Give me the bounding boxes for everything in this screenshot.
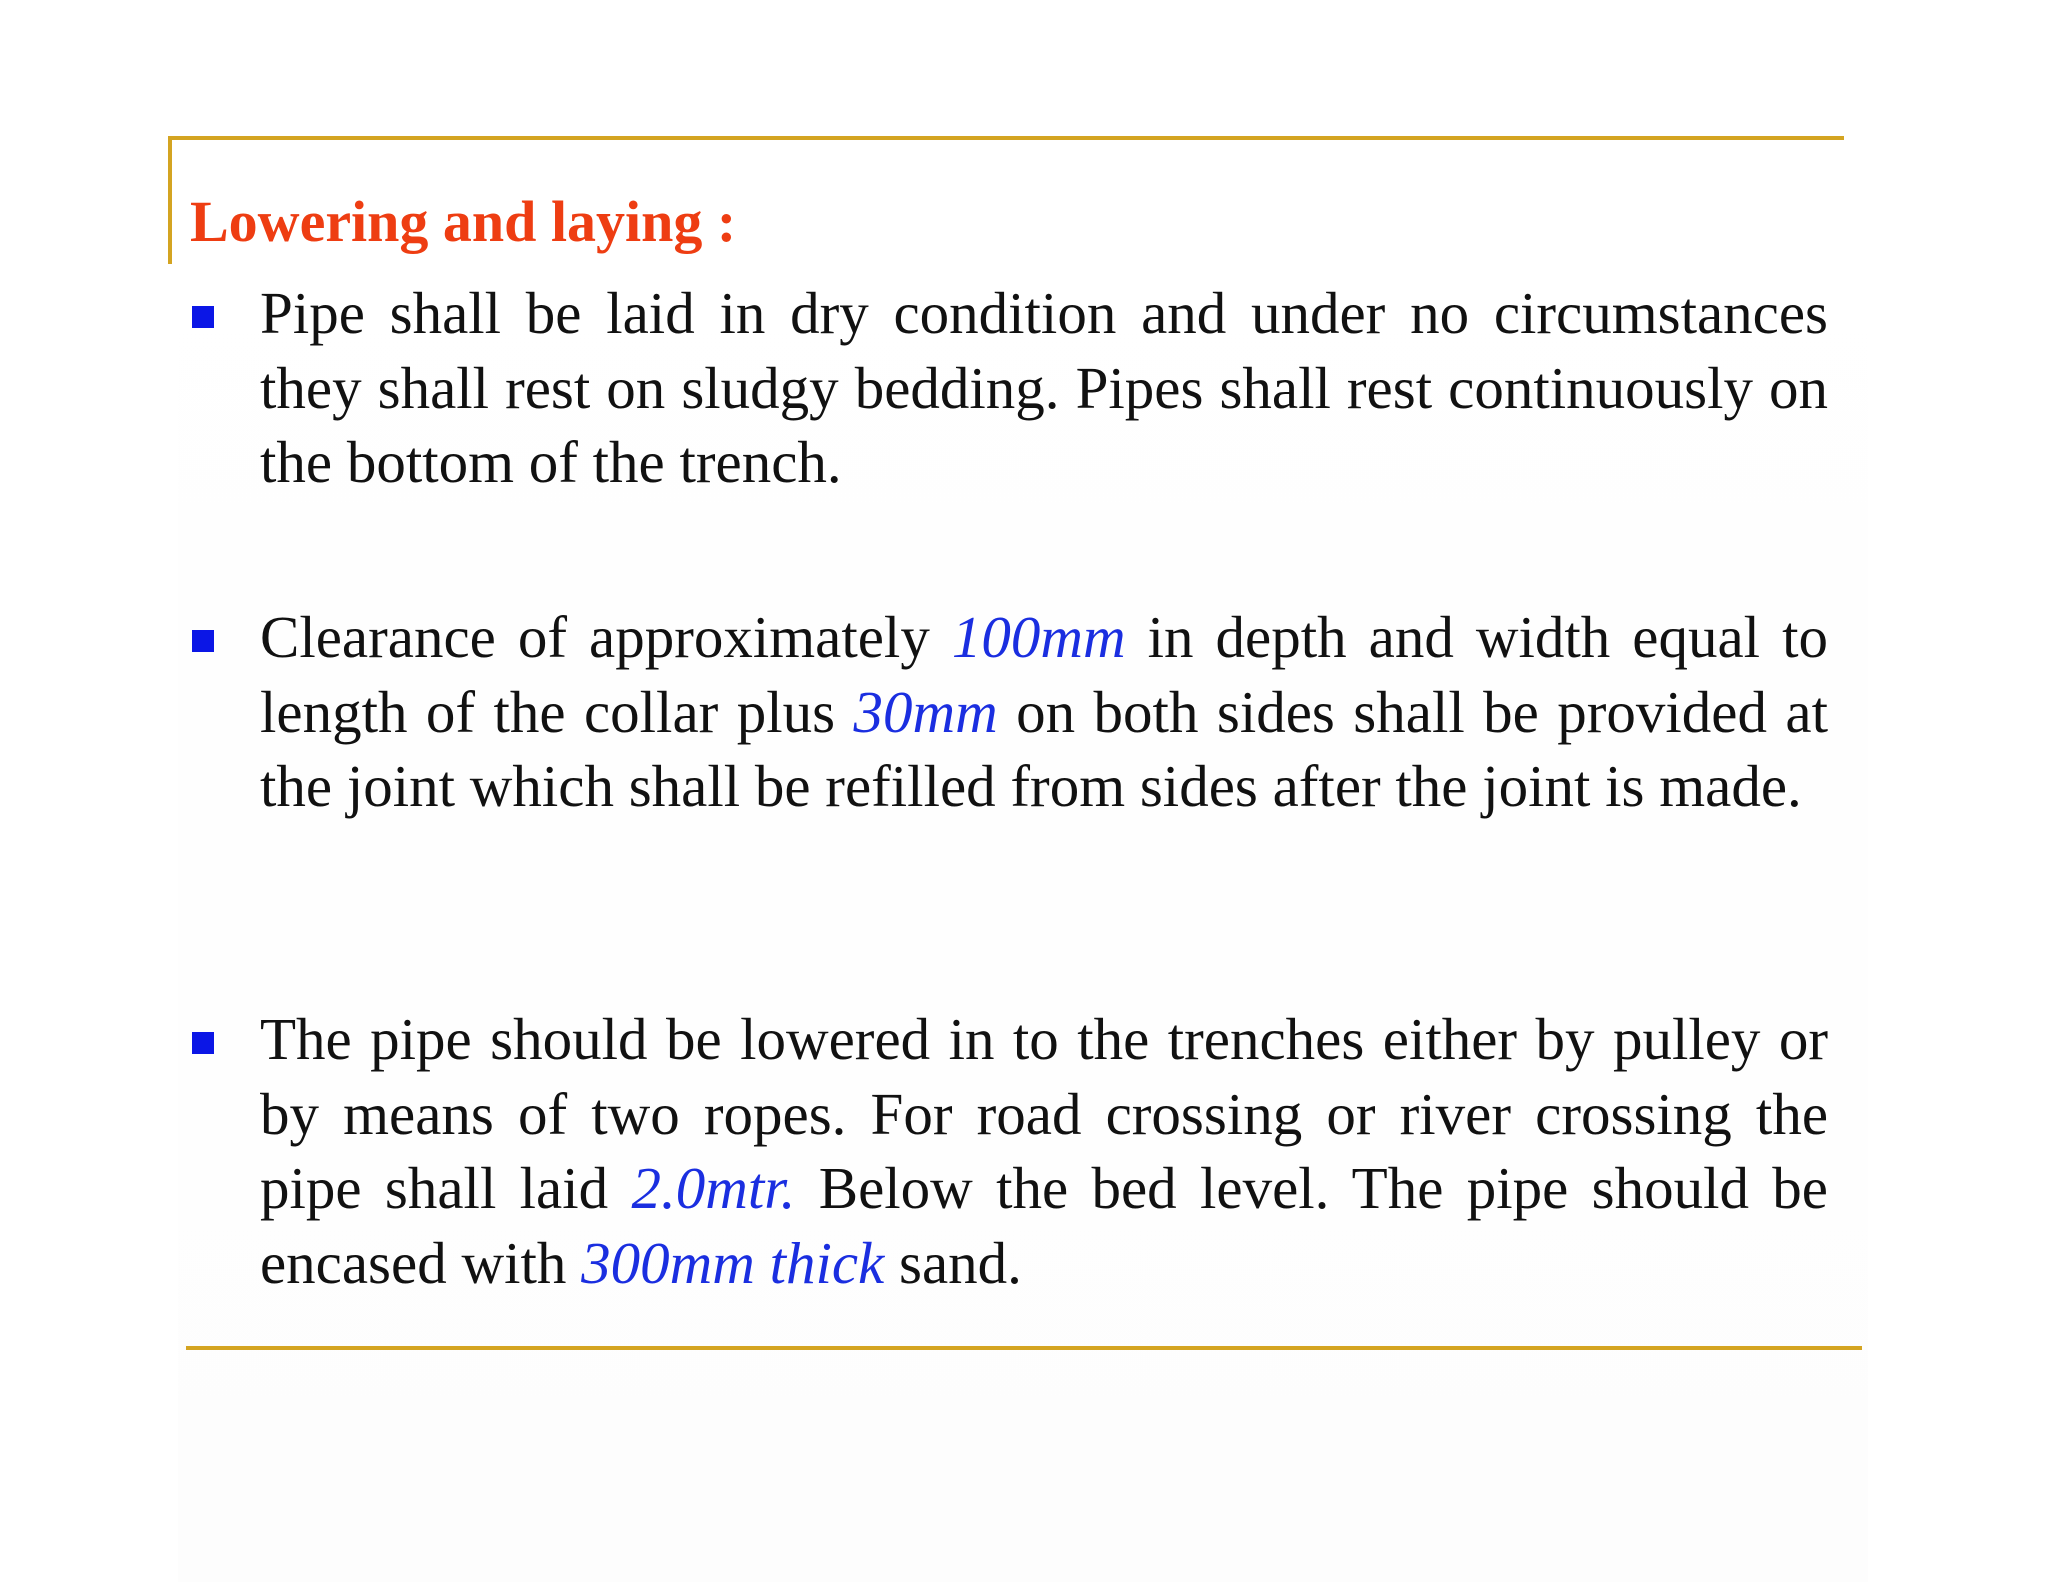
top-rule — [168, 136, 1844, 140]
highlighted-measurement: 30mm — [853, 678, 998, 745]
text-run: Pipe shall be laid in dry condition and under no circumstances they shall rest on sludgy bedding. Pipes shall rest continuously on the bottom of the trench. — [260, 280, 1828, 496]
text-run: sand. — [884, 1229, 1022, 1296]
left-rule — [168, 136, 172, 264]
bottom-rule — [186, 1346, 1862, 1350]
bullet-item — [192, 1002, 1828, 1300]
square-bullet-icon — [192, 630, 214, 652]
bullet-text — [260, 276, 1828, 500]
text-run: on both sides shall be provided at the joint which shall be refilled from sides after the joint is made. — [260, 678, 1828, 820]
highlighted-measurement: 100mm — [951, 604, 1126, 670]
bullet-item — [192, 276, 1828, 500]
text-run: Below the bed level. The pipe should be encased with — [260, 1155, 1828, 1296]
text-run: Clearance of approximately — [260, 604, 952, 670]
bullet-item — [192, 600, 1828, 824]
square-bullet-icon — [192, 1032, 214, 1054]
highlighted-measurement: 300mm thick — [581, 1229, 885, 1296]
text-run: in depth and width equal to length of the collar plus — [260, 604, 1828, 745]
highlighted-measurement: 2.0mtr. — [631, 1155, 796, 1222]
text-run: The pipe should be lowered in to the trenches either by pulley or by means of two ropes. For road crossing or river crossing the pipe shall laid — [260, 1006, 1828, 1222]
square-bullet-icon — [192, 306, 214, 328]
slide-heading: Lowering and laying : — [190, 189, 737, 254]
bullet-text — [260, 600, 1828, 824]
bullet-text — [260, 1002, 1828, 1300]
